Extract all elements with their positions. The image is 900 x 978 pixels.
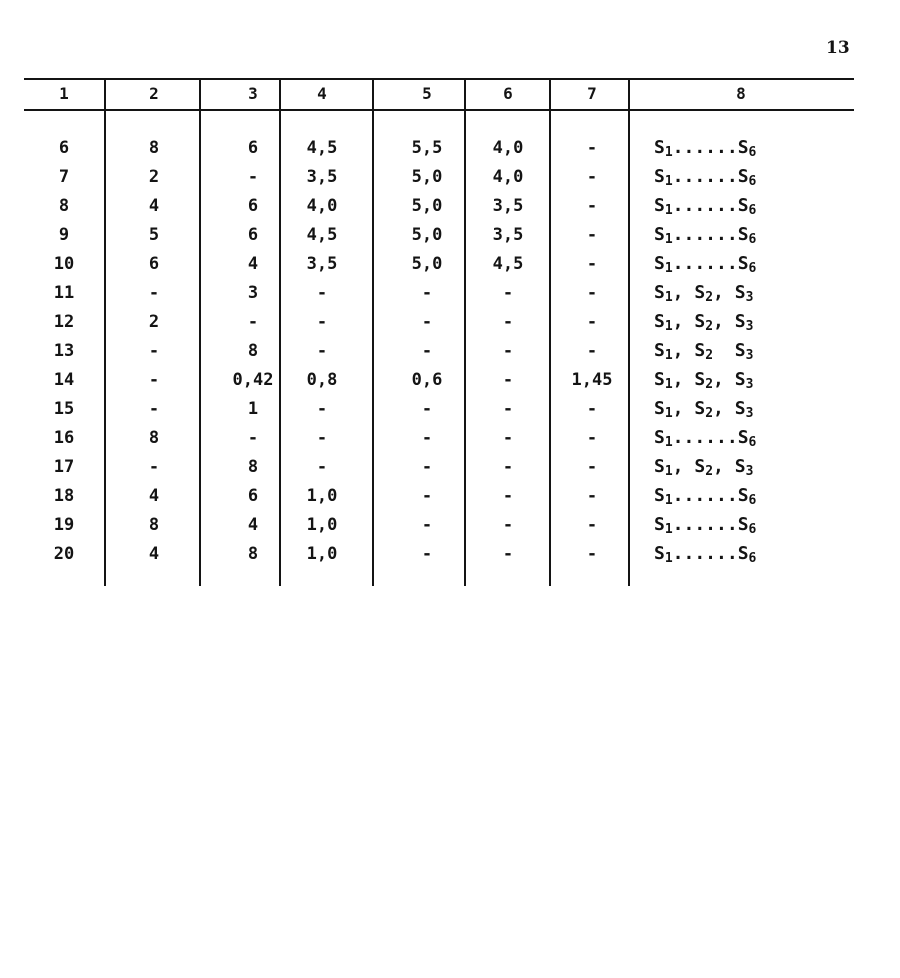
series-text: ...... xyxy=(672,253,738,274)
cell-col-8-series xyxy=(654,428,756,450)
series-text: S xyxy=(734,282,746,303)
cell-col-1: 10 xyxy=(53,254,75,274)
cell-col-1: 8 xyxy=(58,196,70,216)
cell-col-7: - xyxy=(586,399,598,419)
series-text: S xyxy=(654,543,665,564)
cell-col-1: 9 xyxy=(58,225,70,245)
subscript: 3 xyxy=(745,348,754,363)
subscript: 3 xyxy=(745,290,754,305)
series-text: ...... xyxy=(672,195,738,216)
subscript: 6 xyxy=(748,145,757,160)
cell-col-4: 1,0 xyxy=(306,544,338,564)
cell-col-3: 6 xyxy=(247,486,259,506)
cell-col-4: - xyxy=(316,428,328,448)
cell-col-6: - xyxy=(502,515,514,535)
series-text: S xyxy=(654,195,665,216)
cell-col-7: - xyxy=(586,283,598,303)
cell-col-8-series xyxy=(654,283,753,305)
series-text: S xyxy=(654,485,665,506)
subscript: 6 xyxy=(748,203,757,218)
subscript: 2 xyxy=(705,319,714,334)
series-text: S xyxy=(654,224,665,245)
table-header-rule xyxy=(24,109,854,111)
header-col-7: 7 xyxy=(587,84,597,103)
cell-col-3: 0,42 xyxy=(232,370,274,390)
cell-col-8-series xyxy=(654,254,756,276)
header-col-3: 3 xyxy=(248,84,258,103)
cell-col-5: 0,6 xyxy=(411,370,443,390)
cell-col-2: 5 xyxy=(148,225,160,245)
cell-col-1: 15 xyxy=(53,399,75,419)
cell-col-7: - xyxy=(586,515,598,535)
series-text: S xyxy=(734,398,746,419)
cell-col-5: 5,0 xyxy=(411,196,443,216)
series-text: S xyxy=(654,311,665,332)
cell-col-2: - xyxy=(148,341,160,361)
cell-col-3: 6 xyxy=(247,196,259,216)
cell-col-3: 6 xyxy=(247,138,259,158)
column-divider-4 xyxy=(372,78,374,586)
cell-col-3: 3 xyxy=(247,283,259,303)
subscript: 6 xyxy=(748,261,757,276)
cell-col-4: 4,0 xyxy=(306,196,338,216)
subscript: 3 xyxy=(745,464,754,479)
cell-col-8-series xyxy=(654,399,753,421)
cell-col-4: 1,0 xyxy=(306,486,338,506)
cell-col-2: - xyxy=(148,370,160,390)
cell-col-7: - xyxy=(586,428,598,448)
cell-col-2: 2 xyxy=(148,312,160,332)
cell-col-8-series xyxy=(654,341,753,363)
cell-col-7: - xyxy=(586,457,598,477)
cell-col-4: - xyxy=(316,399,328,419)
series-text: , xyxy=(672,311,695,332)
cell-col-4: 4,5 xyxy=(306,225,338,245)
cell-col-5: - xyxy=(421,515,433,535)
series-text: ...... xyxy=(672,166,738,187)
cell-col-3: - xyxy=(247,428,259,448)
cell-col-1: 16 xyxy=(53,428,75,448)
series-text: S xyxy=(694,282,706,303)
cell-col-7: - xyxy=(586,225,598,245)
cell-col-6: - xyxy=(502,399,514,419)
cell-col-1: 13 xyxy=(53,341,75,361)
subscript: 1 xyxy=(664,290,673,305)
subscript: 2 xyxy=(705,464,714,479)
series-text: , xyxy=(672,282,695,303)
series-text: S xyxy=(737,514,749,535)
cell-col-5: - xyxy=(421,428,433,448)
cell-col-6: - xyxy=(502,486,514,506)
cell-col-5: 5,0 xyxy=(411,254,443,274)
cell-col-7: - xyxy=(586,312,598,332)
cell-col-8-series xyxy=(654,196,756,218)
series-text: , xyxy=(672,369,695,390)
series-text: ...... xyxy=(672,137,738,158)
series-text: S xyxy=(737,137,749,158)
cell-col-6: - xyxy=(502,312,514,332)
cell-col-3: 8 xyxy=(247,544,259,564)
cell-col-6: - xyxy=(502,457,514,477)
cell-col-5: - xyxy=(421,544,433,564)
cell-col-5: - xyxy=(421,341,433,361)
series-text: S xyxy=(654,253,665,274)
cell-col-6: 3,5 xyxy=(492,196,524,216)
cell-col-2: 8 xyxy=(148,515,160,535)
cell-col-7: - xyxy=(586,138,598,158)
series-text: S xyxy=(737,195,749,216)
cell-col-1: 20 xyxy=(53,544,75,564)
series-text: S xyxy=(737,253,749,274)
series-text: ...... xyxy=(672,543,738,564)
series-text: S xyxy=(694,340,706,361)
series-text: S xyxy=(654,282,665,303)
cell-col-3: 8 xyxy=(247,341,259,361)
cell-col-8-series xyxy=(654,515,756,537)
cell-col-1: 19 xyxy=(53,515,75,535)
series-text: S xyxy=(694,369,706,390)
cell-col-1: 12 xyxy=(53,312,75,332)
cell-col-7: - xyxy=(586,341,598,361)
subscript: 1 xyxy=(664,232,673,247)
series-text: S xyxy=(654,340,665,361)
series-text: S xyxy=(694,398,706,419)
subscript: 1 xyxy=(664,551,673,566)
cell-col-8-series xyxy=(654,138,756,160)
cell-col-6: - xyxy=(502,544,514,564)
subscript: 6 xyxy=(748,232,757,247)
cell-col-4: 0,8 xyxy=(306,370,338,390)
cell-col-2: 2 xyxy=(148,167,160,187)
cell-col-5: 5,0 xyxy=(411,167,443,187)
cell-col-8-series xyxy=(654,457,753,479)
header-col-6: 6 xyxy=(503,84,513,103)
cell-col-7: - xyxy=(586,196,598,216)
cell-col-1: 14 xyxy=(53,370,75,390)
cell-col-6: - xyxy=(502,283,514,303)
subscript: 1 xyxy=(664,406,673,421)
series-text: , xyxy=(713,282,735,303)
cell-col-2: - xyxy=(148,283,160,303)
cell-col-4: - xyxy=(316,341,328,361)
cell-col-4: - xyxy=(316,283,328,303)
subscript: 1 xyxy=(664,435,673,450)
series-text: , xyxy=(713,311,735,332)
subscript: 1 xyxy=(664,464,673,479)
cell-col-5: - xyxy=(421,283,433,303)
cell-col-3: - xyxy=(247,167,259,187)
subscript: 3 xyxy=(745,319,754,334)
subscript: 6 xyxy=(748,435,757,450)
header-col-5: 5 xyxy=(422,84,432,103)
cell-col-7: 1,45 xyxy=(571,370,613,390)
subscript: 1 xyxy=(664,174,673,189)
cell-col-1: 18 xyxy=(53,486,75,506)
subscript: 6 xyxy=(748,551,757,566)
cell-col-7: - xyxy=(586,254,598,274)
series-text: ...... xyxy=(672,224,738,245)
cell-col-3: 1 xyxy=(247,399,259,419)
cell-col-6: - xyxy=(502,428,514,448)
series-text: S xyxy=(734,456,746,477)
subscript: 3 xyxy=(745,377,754,392)
cell-col-5: 5,0 xyxy=(411,225,443,245)
cell-col-5: - xyxy=(421,312,433,332)
header-col-2: 2 xyxy=(149,84,159,103)
series-text: , xyxy=(672,398,695,419)
cell-col-6: 4,0 xyxy=(492,167,524,187)
subscript: 1 xyxy=(664,377,673,392)
series-text: S xyxy=(737,485,749,506)
series-text: S xyxy=(654,166,665,187)
cell-col-6: - xyxy=(502,370,514,390)
subscript: 1 xyxy=(664,348,673,363)
series-text: ...... xyxy=(672,485,738,506)
cell-col-4: 4,5 xyxy=(306,138,338,158)
cell-col-8-series xyxy=(654,370,753,392)
subscript: 2 xyxy=(705,348,714,363)
subscript: 2 xyxy=(705,290,714,305)
subscript: 6 xyxy=(748,174,757,189)
cell-col-1: 7 xyxy=(58,167,70,187)
subscript: 3 xyxy=(745,406,754,421)
table-top-rule xyxy=(24,78,854,80)
series-text: S xyxy=(654,427,665,448)
header-col-4: 4 xyxy=(317,84,327,103)
series-text: , xyxy=(672,340,695,361)
cell-col-2: 6 xyxy=(148,254,160,274)
cell-col-2: 4 xyxy=(148,196,160,216)
cell-col-5: - xyxy=(421,457,433,477)
cell-col-2: 4 xyxy=(148,544,160,564)
cell-col-8-series xyxy=(654,225,756,247)
cell-col-8-series xyxy=(654,486,756,508)
cell-col-3: 6 xyxy=(247,225,259,245)
subscript: 2 xyxy=(705,377,714,392)
series-text: S xyxy=(734,340,746,361)
cell-col-5: - xyxy=(421,399,433,419)
series-text: S xyxy=(734,311,746,332)
cell-col-4: - xyxy=(316,457,328,477)
cell-col-2: 4 xyxy=(148,486,160,506)
cell-col-3: 4 xyxy=(247,515,259,535)
cell-col-8-series xyxy=(654,544,756,566)
series-text: S xyxy=(654,369,665,390)
header-col-1: 1 xyxy=(59,84,69,103)
series-text: S xyxy=(654,137,665,158)
subscript: 1 xyxy=(664,145,673,160)
cell-col-2: - xyxy=(148,457,160,477)
cell-col-4: 1,0 xyxy=(306,515,338,535)
series-text: S xyxy=(737,543,749,564)
series-text: S xyxy=(694,311,706,332)
cell-col-1: 17 xyxy=(53,457,75,477)
subscript: 1 xyxy=(664,319,673,334)
cell-col-1: 6 xyxy=(58,138,70,158)
cell-col-2: 8 xyxy=(148,138,160,158)
series-text: S xyxy=(654,456,665,477)
series-text: , xyxy=(713,398,735,419)
cell-col-6: - xyxy=(502,341,514,361)
series-text: S xyxy=(737,166,749,187)
series-text: ...... xyxy=(672,514,738,535)
series-text: , xyxy=(713,456,735,477)
series-text: S xyxy=(737,224,749,245)
cell-col-6: 4,5 xyxy=(492,254,524,274)
series-text: ...... xyxy=(672,427,738,448)
cell-col-5: 5,5 xyxy=(411,138,443,158)
header-col-8: 8 xyxy=(736,84,746,103)
series-text: S xyxy=(734,369,746,390)
cell-col-4: 3,5 xyxy=(306,167,338,187)
cell-col-4: - xyxy=(316,312,328,332)
series-text: , xyxy=(713,369,735,390)
cell-col-3: 4 xyxy=(247,254,259,274)
series-text: S xyxy=(737,427,749,448)
subscript: 1 xyxy=(664,522,673,537)
subscript: 1 xyxy=(664,261,673,276)
page-number: 13 xyxy=(826,38,850,58)
cell-col-2: 8 xyxy=(148,428,160,448)
cell-col-3: 8 xyxy=(247,457,259,477)
cell-col-8-series xyxy=(654,312,753,334)
series-text: S xyxy=(654,514,665,535)
column-divider-2 xyxy=(199,78,201,586)
cell-col-3: - xyxy=(247,312,259,332)
series-text xyxy=(713,340,735,361)
cell-col-8-series xyxy=(654,167,756,189)
cell-col-1: 11 xyxy=(53,283,75,303)
cell-col-2: - xyxy=(148,399,160,419)
subscript: 6 xyxy=(748,493,757,508)
series-text: S xyxy=(694,456,706,477)
cell-col-6: 3,5 xyxy=(492,225,524,245)
subscript: 2 xyxy=(705,406,714,421)
cell-col-7: - xyxy=(586,486,598,506)
cell-col-7: - xyxy=(586,167,598,187)
cell-col-4: 3,5 xyxy=(306,254,338,274)
subscript: 6 xyxy=(748,522,757,537)
cell-col-5: - xyxy=(421,486,433,506)
series-text: S xyxy=(654,398,665,419)
subscript: 1 xyxy=(664,493,673,508)
series-text: , xyxy=(672,456,695,477)
data-table xyxy=(24,78,854,586)
subscript: 1 xyxy=(664,203,673,218)
cell-col-6: 4,0 xyxy=(492,138,524,158)
cell-col-7: - xyxy=(586,544,598,564)
